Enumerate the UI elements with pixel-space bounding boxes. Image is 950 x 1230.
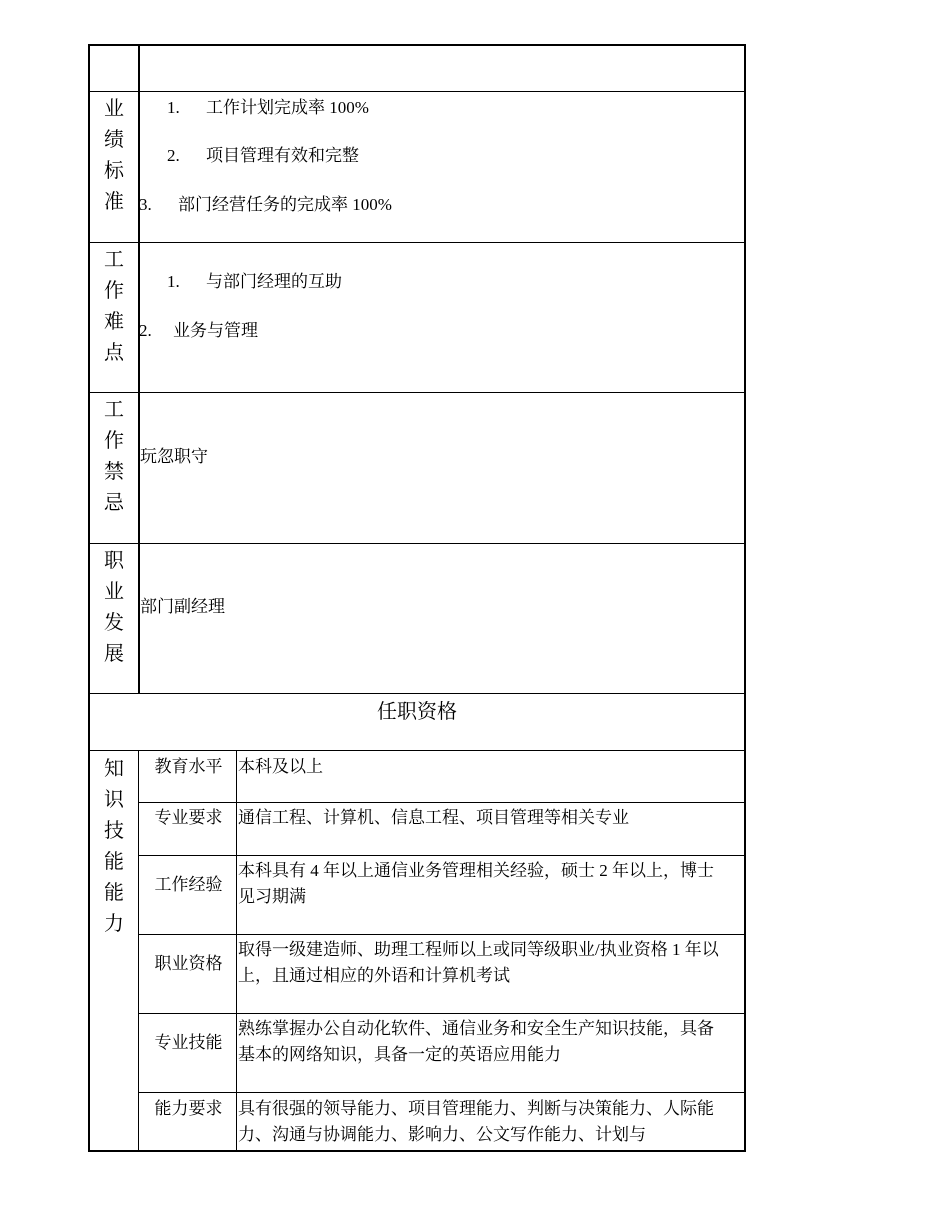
performance-item-num: 3. (139, 195, 152, 214)
row-divider (88, 750, 746, 751)
qual-label-experience: 工作经验 (154, 875, 223, 894)
difficulty-item-text: 业务与管理 (173, 321, 258, 340)
performance-item-text: 部门经营任务的完成率 100% (178, 195, 392, 214)
career-text: 部门副经理 (140, 597, 225, 616)
qual-label-certification: 职业资格 (154, 954, 223, 973)
table-border-bottom (88, 1150, 746, 1152)
taboo-label: 工作禁忌 (104, 399, 124, 514)
qual-value-skills: 熟练掌握办公自动化软件、通信业务和安全生产知识技能，具备基本的网络知识，具备一定的英语应用能力 (238, 1019, 714, 1064)
qual-value-experience: 本科具有 4 年以上通信业务管理相关经验，硕士 2 年以上，博士见习期满 (238, 861, 714, 906)
career-label: 职业发展 (104, 550, 124, 665)
qual-value-ability: 具有很强的领导能力、项目管理能力、判断与决策能力、人际能力、沟通与协调能力、影响力、公文写作能力、计划与 (238, 1099, 714, 1144)
qualification-group-label: 知识技能能力 (104, 758, 124, 935)
row-divider (88, 242, 746, 243)
difficulty-item-num: 2. (139, 321, 152, 340)
difficulty-label: 工作难点 (104, 249, 124, 364)
qual-row-divider (138, 802, 746, 803)
performance-item-num: 1. (167, 98, 180, 117)
performance-item-num: 2. (167, 146, 180, 165)
table-border-top (88, 44, 746, 46)
qual-value-education: 本科及以上 (238, 757, 323, 776)
qual-row-divider (138, 1092, 746, 1093)
qual-row-divider (138, 934, 746, 935)
qual-label-education: 教育水平 (154, 757, 223, 776)
row-divider (88, 392, 746, 393)
qual-label-ability: 能力要求 (154, 1099, 223, 1118)
performance-label: 业绩标准 (104, 98, 124, 213)
qual-row-divider (138, 855, 746, 856)
qual-label-skills: 专业技能 (154, 1033, 223, 1052)
row-divider (88, 543, 746, 544)
table-border-right (744, 44, 746, 1152)
qual-value-certification: 取得一级建造师、助理工程师以上或同等级职业/执业资格 1 年以上，且通过相应的外语和计算机考试 (238, 940, 719, 985)
qual-row-divider (138, 1013, 746, 1014)
performance-item-text: 项目管理有效和完整 (206, 146, 359, 165)
difficulty-item-num: 1. (167, 272, 180, 291)
row-divider (88, 693, 746, 694)
row-divider (88, 91, 746, 92)
qual-label-major: 专业要求 (154, 808, 223, 827)
performance-item-text: 工作计划完成率 100% (206, 98, 369, 117)
qualification-title: 任职资格 (377, 701, 457, 723)
qual-value-major: 通信工程、计算机、信息工程、项目管理等相关专业 (238, 808, 629, 827)
taboo-text: 玩忽职守 (140, 447, 208, 466)
difficulty-item-text: 与部门经理的互助 (206, 272, 342, 291)
